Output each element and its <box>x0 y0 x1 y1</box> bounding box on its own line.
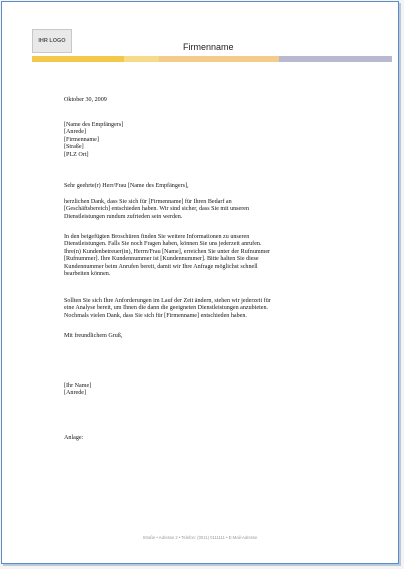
paragraph-line: bearbeiten können. <box>64 271 111 278</box>
paragraph-line: Dienstleistungen. Falls Sie noch Fragen haben, können Sie uns jederzeit anrufen. <box>64 241 262 248</box>
company-logo: IHR LOGO <box>32 29 72 53</box>
paragraph-1 <box>64 199 249 221</box>
recipient-line: [Straße] <box>64 144 84 151</box>
band-segment-orange <box>159 56 279 62</box>
paragraph-line: [Rufnummer]. Ihre Kundennummer ist [Kundennummer]. Bitte halten Sie diese <box>64 256 259 263</box>
paragraph-line: herzlichen Dank, dass Sie sich für [Firmenname] für Ihren Bedarf an <box>64 199 232 205</box>
paragraph-line: Sollten Sie sich Ihre Anforderungen im Lauf der Zeit ändern, stehen wir jederzeit für <box>64 298 271 304</box>
enclosure-label: Anlage: <box>64 435 84 441</box>
band-segment-light-yellow <box>124 56 159 62</box>
paragraph-line: Kundennummer beim Anrufen bereit, damit wir Ihre Anfrage möglichst schnell <box>64 263 258 270</box>
company-name: Firmenname <box>183 42 234 52</box>
recipient-line: [Firmenname] <box>64 136 99 143</box>
recipient-line: [PLZ Ort] <box>64 151 89 158</box>
paragraph-line: In den beigefügten Broschüren finden Sie weitere Informationen zu unseren <box>64 234 250 240</box>
recipient-line: [Anrede] <box>64 129 86 136</box>
paragraph-line: Ihre(n) Kundenbetreuer(in), Herrn/Frau [Name], erreichen Sie unter der Rufnummer <box>64 248 271 255</box>
signature-line: [Anrede] <box>64 390 86 397</box>
band-segment-yellow <box>32 56 124 62</box>
recipient-block <box>64 122 123 159</box>
paragraph-line: [Geschäftsbereich] entschieden haben. Wir sind sicher, dass Sie mit unseren <box>64 206 250 213</box>
paragraph-line: Dienstleistungen rundum zufrieden sein werden. <box>64 213 183 220</box>
paragraph-3 <box>64 298 271 320</box>
signature-block <box>64 383 91 398</box>
signature-line: [Ihr Name] <box>64 383 92 389</box>
paragraph-2 <box>64 234 270 278</box>
letter-date: Oktober 30, 2009 <box>64 97 107 103</box>
closing: Mit freundlichem Gruß, <box>64 333 123 339</box>
letter-page <box>1 1 399 564</box>
paragraph-line: eine Analyse bereit, um Ihnen die dann die geeigneten Dienstleistungen anzubieten. <box>64 305 269 312</box>
band-segment-lavender <box>279 56 392 62</box>
salutation: Sehr geehrte(r) Herr/Frau [Name des Empfängers], <box>64 183 189 189</box>
page-footer: Straße • Adresse 2 • Telefon: (0011) 0111111 • E-Mail-Adresse <box>142 535 258 540</box>
recipient-line: [Name des Empfängers] <box>64 122 124 128</box>
header-color-band <box>32 56 392 62</box>
paragraph-line: Nochmals vielen Dank, dass Sie sich für [Firmenname] entschieden haben. <box>64 312 247 319</box>
